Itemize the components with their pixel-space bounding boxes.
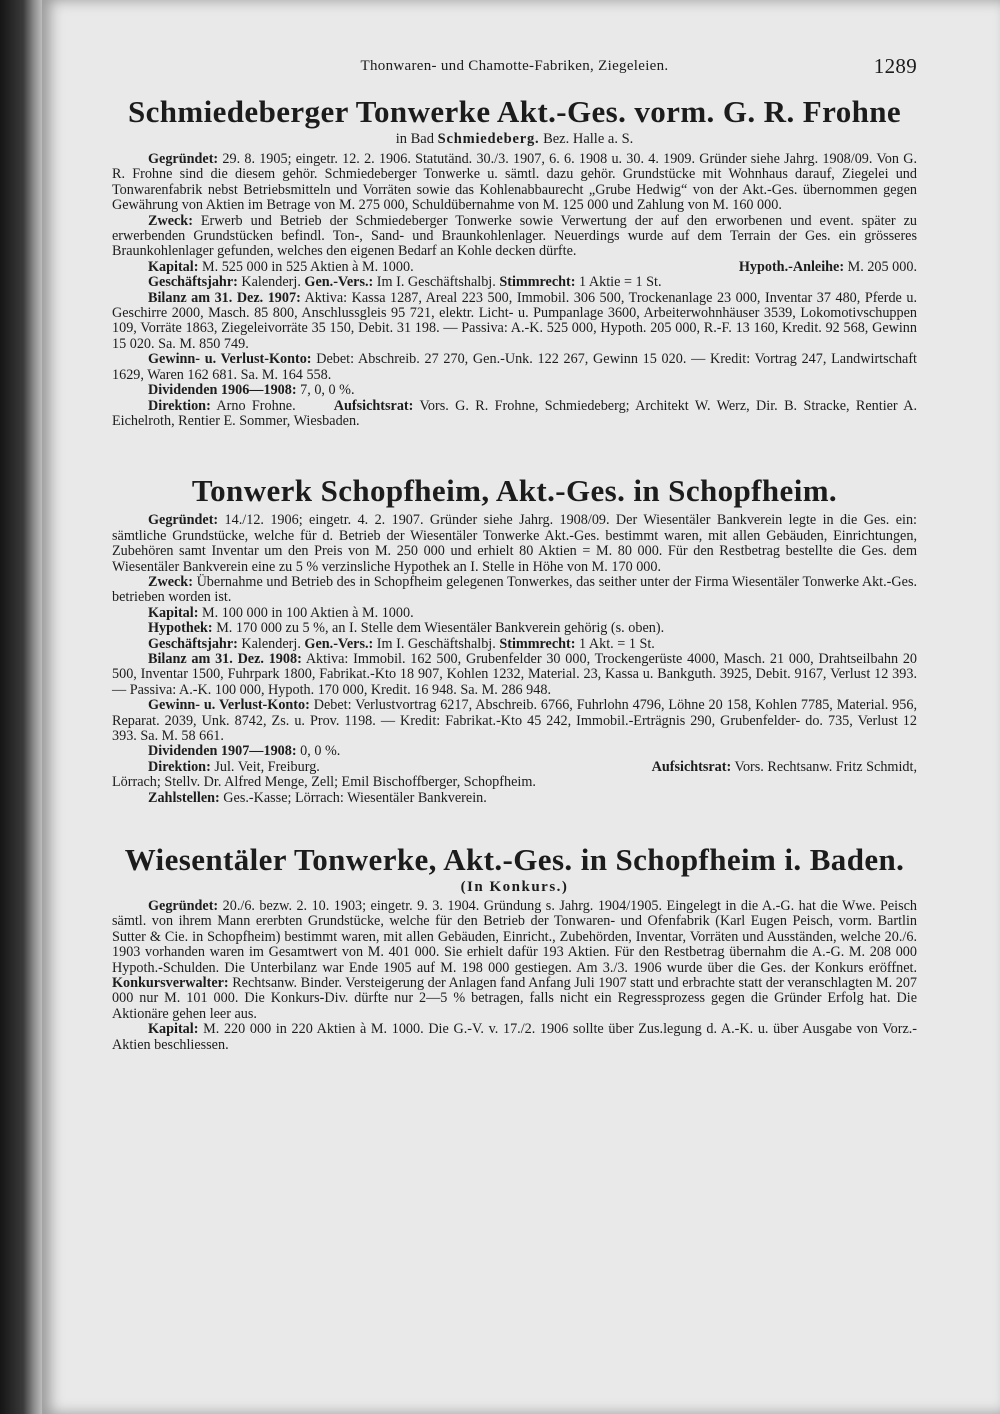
field-text: Debet: Abschreib. 27 270, Gen.-Unk. 122 267, Gewinn 15 020. — Kredit: Vortrag 247, Landwirtschaft 1629, Waren 162 681. Sa. M. 164 558. xyxy=(112,351,918,383)
field-text: M. 170 000 zu 5 %, an I. Stelle dem Wiesentäler Bankverein gehörig (s. oben). xyxy=(216,620,665,637)
field-text: Ges.-Kasse; Lörrach: Wiesentäler Bankverein. xyxy=(223,789,487,806)
capital-line xyxy=(112,606,917,621)
field-label: Dividenden 1907—1908: xyxy=(148,743,297,760)
profit-loss-paragraph xyxy=(112,352,917,383)
field-text: 29. 8. 1905; eingetr. 12. 2. 1906. Statutänd. 30./3. 1907, 6. 6. 1908 u. 30. 4. 1909. Gründer siehe Jahrg. 1908/09. Von G. R. Frohne sind die diesem gehör. Schmiedeberger Tonwerke u. sämtl. dazu gehör. Grundstücke mit Wohnhaus darauf, Ziegelei und Tonwarenfabrik nebst Betriebsmitteln und Vorräten sowie das Kohlenabbaurecht „Grube Hedwig“ von der Akt.-Ges. übernommen gegen Gewährung von Aktien im Betrage von M. 275 000, Schuldübernahme von M. 125 000 und Zahlung von M. 160 000. xyxy=(112,151,918,214)
field-label: Hypothek: xyxy=(148,620,213,637)
field-label: Stimmrecht: xyxy=(499,635,576,652)
dividends-line xyxy=(112,383,917,398)
company-entry-tonwerk-schopfheim xyxy=(112,473,917,806)
capital xyxy=(148,260,414,275)
field-text: Debet: Verlustvortrag 6217, Abschreib. 6766, Fuhrlohn 4796, Löhne 20 158, Kohlen 7785, Material. 956, Reparat. 2039, Unk. 8742, Zs. u. Prov. 1198. — Kredit: Fabrikat.-Kto 45 242, Immobil.-Erträgnis 290, Grubenfelder- do. 735, Verlust 12 393. Sa. M. 58 661. xyxy=(112,697,918,744)
field-text: Übernahme und Betrieb des in Schopfheim gelegenen Tonwerkes, das seither unter der Firma Wiesentäler Tonwerke Akt.-Ges. betrieben worden ist. xyxy=(112,573,918,606)
field-label: Kapital: xyxy=(148,258,199,275)
bankruptcy-status: (In Konkurs.) xyxy=(460,879,569,896)
location-prefix: in Bad xyxy=(395,131,434,147)
company-entry-wiesentaeler xyxy=(112,842,917,1053)
founded-paragraph xyxy=(112,152,917,214)
field-label: Zweck: xyxy=(148,573,193,590)
capital-line xyxy=(112,260,917,275)
field-label: Gewinn- u. Verlust-Konto: xyxy=(148,351,312,368)
balance-paragraph xyxy=(112,291,917,353)
field-text: 7, 0, 0 %. xyxy=(300,382,355,399)
field-text: Rechtsanw. Binder. Versteigerung der Anlagen fand Anfang Juli 1907 statt und erbrachte statt der veranschlagten M. 207 000 nur M. 101 000. Die Konkurs-Div. dürfte nur 2—5 % betragen, falls nicht ein Regressprozess gegen die Gründer Erfolg hat. Die Aktionäre gehen leer aus. xyxy=(112,975,918,1022)
field-text: 1 Aktie = 1 St. xyxy=(579,274,662,291)
field-text: Vors. Rechtsanw. Fritz Schmidt, xyxy=(734,758,917,775)
field-label: Aufsichtsrat: xyxy=(651,758,732,775)
mortgage-line xyxy=(112,621,917,636)
field-label: Geschäftsjahr: xyxy=(148,635,238,652)
field-label: Zahlstellen: xyxy=(148,789,220,806)
field-text: Jul. Veit, Freiburg. xyxy=(214,758,320,775)
field-text: M. 205 000. xyxy=(847,258,917,275)
fiscal-line xyxy=(112,275,917,290)
field-text: Kalenderj. xyxy=(241,635,301,652)
management-line xyxy=(112,760,917,775)
field-label: Gegründet: xyxy=(148,151,219,167)
scan-left-margin xyxy=(0,0,42,1414)
field-label: Hypoth.-Anleihe: xyxy=(738,258,845,275)
field-label: Dividenden 1906—1908: xyxy=(148,382,297,399)
company-title: Wiesentäler Tonwerke, Akt.-Ges. in Schopfheim i. Baden. xyxy=(124,842,905,878)
purpose-paragraph xyxy=(112,214,917,260)
fiscal-line xyxy=(112,637,917,652)
location-district: Bez. Halle a. S. xyxy=(543,131,634,147)
field-text: Im I. Geschäftshalbj. xyxy=(376,274,496,291)
balance-paragraph xyxy=(112,652,917,698)
page-content xyxy=(112,54,918,1053)
field-label: Zweck: xyxy=(148,212,193,229)
field-text: Erwerb und Betrieb der Schmiedeberger Tonwerke sowie Verwertung der auf den erworbenen und event. später zu erwerbenden Grundstücken befindl. Ton-, Sand- und Braunkohlenlager. Neuerdings wurde auf dem Terrain der Ges. ein grösseres Braunkohlenlager gefunden, welches den eigenen Bedarf an Kohle decken dürfte. xyxy=(112,212,917,260)
company-title: Tonwerk Schopfheim, Akt.-Ges. in Schopfheim. xyxy=(191,473,838,509)
field-text: 1 Akt. = 1 St. xyxy=(579,635,655,652)
field-label: Direktion: xyxy=(148,758,211,775)
field-text: Kalenderj. xyxy=(241,274,301,291)
company-entry-schmiedeberger xyxy=(112,94,917,429)
running-head xyxy=(112,54,917,88)
board-paragraph xyxy=(112,399,917,430)
mortgage-loan xyxy=(739,260,917,275)
purpose-paragraph xyxy=(112,575,917,606)
field-label: Direktion: xyxy=(148,397,211,414)
company-title: Schmiedeberger Tonwerke Akt.-Ges. vorm. G. R. Frohne xyxy=(127,94,902,129)
field-label: Stimmrecht: xyxy=(499,274,576,291)
field-label: Gegründet: xyxy=(148,898,219,915)
field-text: M. 100 000 in 100 Aktien à M. 1000. xyxy=(202,604,414,621)
field-label: Bilanz am 31. Dez. 1908: xyxy=(148,650,302,667)
page-number: 1289 xyxy=(873,54,917,78)
field-label: Kapital: xyxy=(148,604,199,621)
running-head-title: Thonwaren- und Chamotte-Fabriken, Ziegeleien. xyxy=(360,58,669,74)
field-text: 0, 0 %. xyxy=(300,743,341,760)
field-text: Vors. G. R. Frohne, Schmiedeberg; Architekt W. Werz, Dir. B. Stracke, Rentier A. Eichelroth, Rentier E. Sommer, Wiesbaden. xyxy=(112,397,918,429)
paying-agents-line xyxy=(112,791,917,806)
field-text: Aktiva: Kassa 1287, Areal 223 500, Immobil. 306 500, Trockenanlage 23 000, Inventar 37 480, Pferde u. Geschirre 2000, Masch. 85 800, Anschlussgleis 95 721, elektr. Licht- u. Pumpanlage 3600, Arbeiterwohnhäuser 3539, Lokomotivschuppen 109, Vorräte 1863, Ziegeleivorräte 35 150, Debit. 31 198. — Passiva: A.-K. 525 000, Hypoth. 205 000, R.-F. 13 160, Kredit. 92 568, Gewinn 15 020. Sa. M. 850 749. xyxy=(112,289,917,352)
field-text: M. 525 000 in 525 Aktien à M. 1000. xyxy=(202,258,414,275)
founded-paragraph xyxy=(112,899,917,1022)
section-gap xyxy=(112,806,917,842)
field-label: Bilanz am 31. Dez. 1907: xyxy=(148,289,301,306)
field-text: Arno Frohne. xyxy=(216,397,296,414)
profit-loss-paragraph xyxy=(112,698,917,744)
dividends-line xyxy=(112,744,917,759)
field-label: Gewinn- u. Verlust-Konto: xyxy=(148,697,310,714)
field-label: Gen.-Vers.: xyxy=(304,635,374,652)
field-label: Gen.-Vers.: xyxy=(304,274,374,291)
location-town: Schmiedeberg. xyxy=(437,131,540,147)
field-text: 20./6. bezw. 2. 10. 1903; eingetr. 9. 3. 1904. Gründung s. Jahrg. 1904/1905. Eingelegt in die A.-G. hat die Wwe. Peisch sämtl. von ihrem Mann ererbten Grundstücke, welche für den Betrieb der Tonwaren- und Ofenfabrik (Karl Eugen Peisch, vorm. Bartlin Sutter & Cie. in Schopfheim) bestimmt waren, mit allen Gebäuden, Einricht., Zubehörden, Inventar, Vorräten und Ausständen, welche 20./6. 1903 vorhanden waren im Gesamtwert von M. 401 000. Sie erhielt dafür 193 Aktien. Für den Restbetrag übernahm die A.-G. M. 208 000 Hypoth.-Schulden. Die Unterbilanz war Ende 1905 auf M. 198 000 gestiegen. Am 3./3. 1906 wurde über die Ges. der Konkurs eröffnet. xyxy=(112,898,918,976)
board-members-line: Lörrach; Stellv. Dr. Alfred Menge, Zell; Emil Bischoffberger, Schopfheim. xyxy=(112,774,536,791)
field-text: Aktiva: Immobil. 162 500, Grubenfelder 30 000, Trockengerüste 4000, Masch. 21 000, Drahtseilbahn 20 500, Inventar 1500, Fuhrpark 1800, Fabrikat.-Kto 18 907, Kohlen 1232, Material. 23, Kassa u. Bankguth. 3925, Debit. 9167, Verlust 12 393. — Passiva: A.-K. 100 000, Hypoth. 170 000, Kredit. 16 948. Sa. M. 286 948. xyxy=(112,650,918,698)
section-gap xyxy=(112,429,917,473)
field-text: M. 220 000 in 220 Aktien à M. 1000. Die G.-V. v. 17./2. 1906 sollte über Zus.legung d. A.-K. u. über Ausgabe von Vorz.-Aktien beschliessen. xyxy=(112,1021,918,1053)
supervisory-board xyxy=(652,760,917,775)
field-label: Konkursverwalter: xyxy=(112,975,229,992)
founded-paragraph xyxy=(112,513,917,575)
field-label: Gegründet: xyxy=(148,512,219,529)
capital-paragraph xyxy=(112,1022,917,1053)
field-label: Geschäftsjahr: xyxy=(148,274,238,291)
field-label: Kapital: xyxy=(148,1021,199,1038)
field-text: 14./12. 1906; eingetr. 4. 2. 1907. Gründer siehe Jahrg. 1908/09. Der Wiesentäler Bankverein legte in die Ges. ein: sämtliche Grundstücke, welche für d. Betrieb der Wiesentäler Tonwerke Akt.-Ges. bestimmt waren, mit allen Gebäuden, Einrichtungen, Zubehören samt Inventar um den Preis von M. 250 000 und erhielt 80 Aktien = M. 80 000. Für den Restbetrag bestellte die Ges. dem Wiesentäler Bankverein eine zu 5 % verzinsliche Hypothek an I. Stelle in Höhe von M. 170 000. xyxy=(112,512,917,575)
field-label: Aufsichtsrat: xyxy=(333,397,414,414)
direction xyxy=(148,760,320,775)
field-text: Im I. Geschäftshalbj. xyxy=(376,635,496,652)
book-page xyxy=(42,0,1000,1414)
company-location xyxy=(112,130,917,148)
